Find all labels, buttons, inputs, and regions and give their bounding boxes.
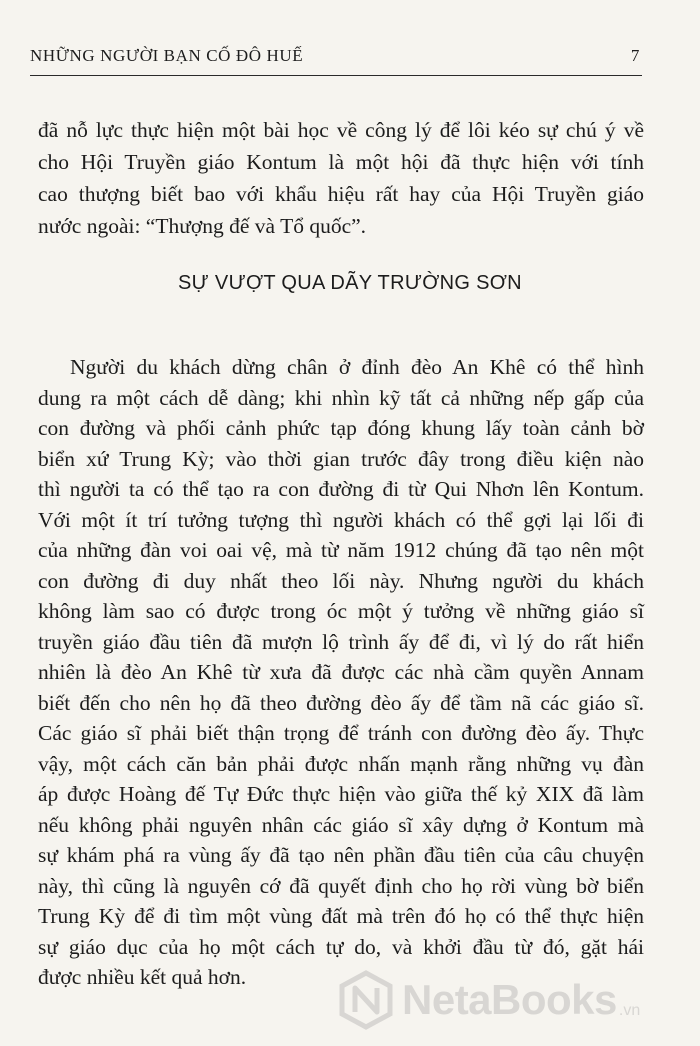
text-line: dung ra một cách dễ dàng; khi nhìn kỹ tất cả những nếp gấp của xyxy=(38,386,644,410)
text-line: nước ngoài: “Thượng đế và Tổ quốc”. xyxy=(38,214,367,238)
text-line: cao thượng biết bao với khẩu hiệu rất hay của Hội Truyền giáo xyxy=(38,182,644,206)
text-line: nhiên là đèo An Khê từ xưa đã được các nhà cầm quyền Annam xyxy=(38,660,644,684)
text-line: biết đến cho nên họ đã theo đường đèo ấy để tầm nã các giáo sĩ. xyxy=(38,691,644,715)
text-line: nếu không phải nguyên nhân các giáo sĩ xây dựng ở Kontum mà xyxy=(38,813,644,837)
text-line: đã nỗ lực thực hiện một bài học về công lý để lôi kéo sự chú ý về xyxy=(38,118,644,142)
text-line: truyền giáo đầu tiên đã mượn lộ trình ấy để đi, vì lý do rất hiển xyxy=(38,630,644,654)
text-line: này, thì cũng là nguyên cớ đã quyết định cho họ rời vùng bờ biển xyxy=(38,874,644,898)
text-line: biển xứ Trung Kỳ; vào thời gian trước đây trong điều kiện nào xyxy=(38,447,644,471)
text-line: con đường và phối cảnh phức tạp đóng khung lấy toàn cảnh bờ xyxy=(38,416,644,440)
header-rule xyxy=(30,75,642,76)
text-line: áp được Hoàng đế Tự Đức thực hiện vào giữa thế kỷ XIX đã làm xyxy=(38,782,644,806)
text-line: Người du khách dừng chân ở đỉnh đèo An Khê có thể hình xyxy=(70,355,644,379)
text-line: được nhiều kết quả hơn. xyxy=(38,965,247,989)
running-header xyxy=(30,46,640,66)
text-line: thì người ta có thể tạo ra con đường đi từ Qui Nhơn lên Kontum. xyxy=(38,477,644,501)
text-line: sự giáo dục của họ một cách tự do, và khởi đầu từ đó, gặt hái xyxy=(38,935,644,959)
running-header-title: NHỮNG NGƯỜI BẠN CỐ ĐÔ HUẾ xyxy=(30,46,304,65)
text-line: của những đàn voi oai vệ, mà từ năm 1912 chúng đã tạo nên một xyxy=(38,538,644,562)
watermark xyxy=(336,970,640,1030)
text-line: vậy, một cách căn bản phải được nhấn mạnh rằng những vụ đàn xyxy=(38,752,644,776)
netabooks-logo-icon xyxy=(336,970,396,1030)
text-line: sự khám phá ra vùng ấy đã tạo nên phần đầu tiên của câu chuyện xyxy=(38,843,644,867)
text-line: không làm sao có được trong óc một ý tưởng về những giáo sĩ xyxy=(38,599,644,623)
text-line: Trung Kỳ để đi tìm một vùng đất mà trên đó họ có thể thực hiện xyxy=(38,904,644,928)
text-line: Với một ít trí tưởng tượng thì người khách có thể gợi lại lối đi xyxy=(38,508,644,532)
watermark-tld: .vn xyxy=(618,1002,641,1019)
section-heading: SỰ VƯỢT QUA DÃY TRƯỜNG SƠN xyxy=(178,272,522,294)
watermark-brand: NetaBooks xyxy=(402,976,617,1023)
text-line: con đường đi duy nhất theo lối này. Nhưng người du khách xyxy=(38,569,644,593)
text-line: Các giáo sĩ phải biết thận trọng để tránh con đường đèo ấy. Thực xyxy=(38,721,644,745)
text-line: cho Hội Truyền giáo Kontum là một hội đã thực hiện với tính xyxy=(38,150,644,174)
page-number: 7 xyxy=(630,46,640,65)
